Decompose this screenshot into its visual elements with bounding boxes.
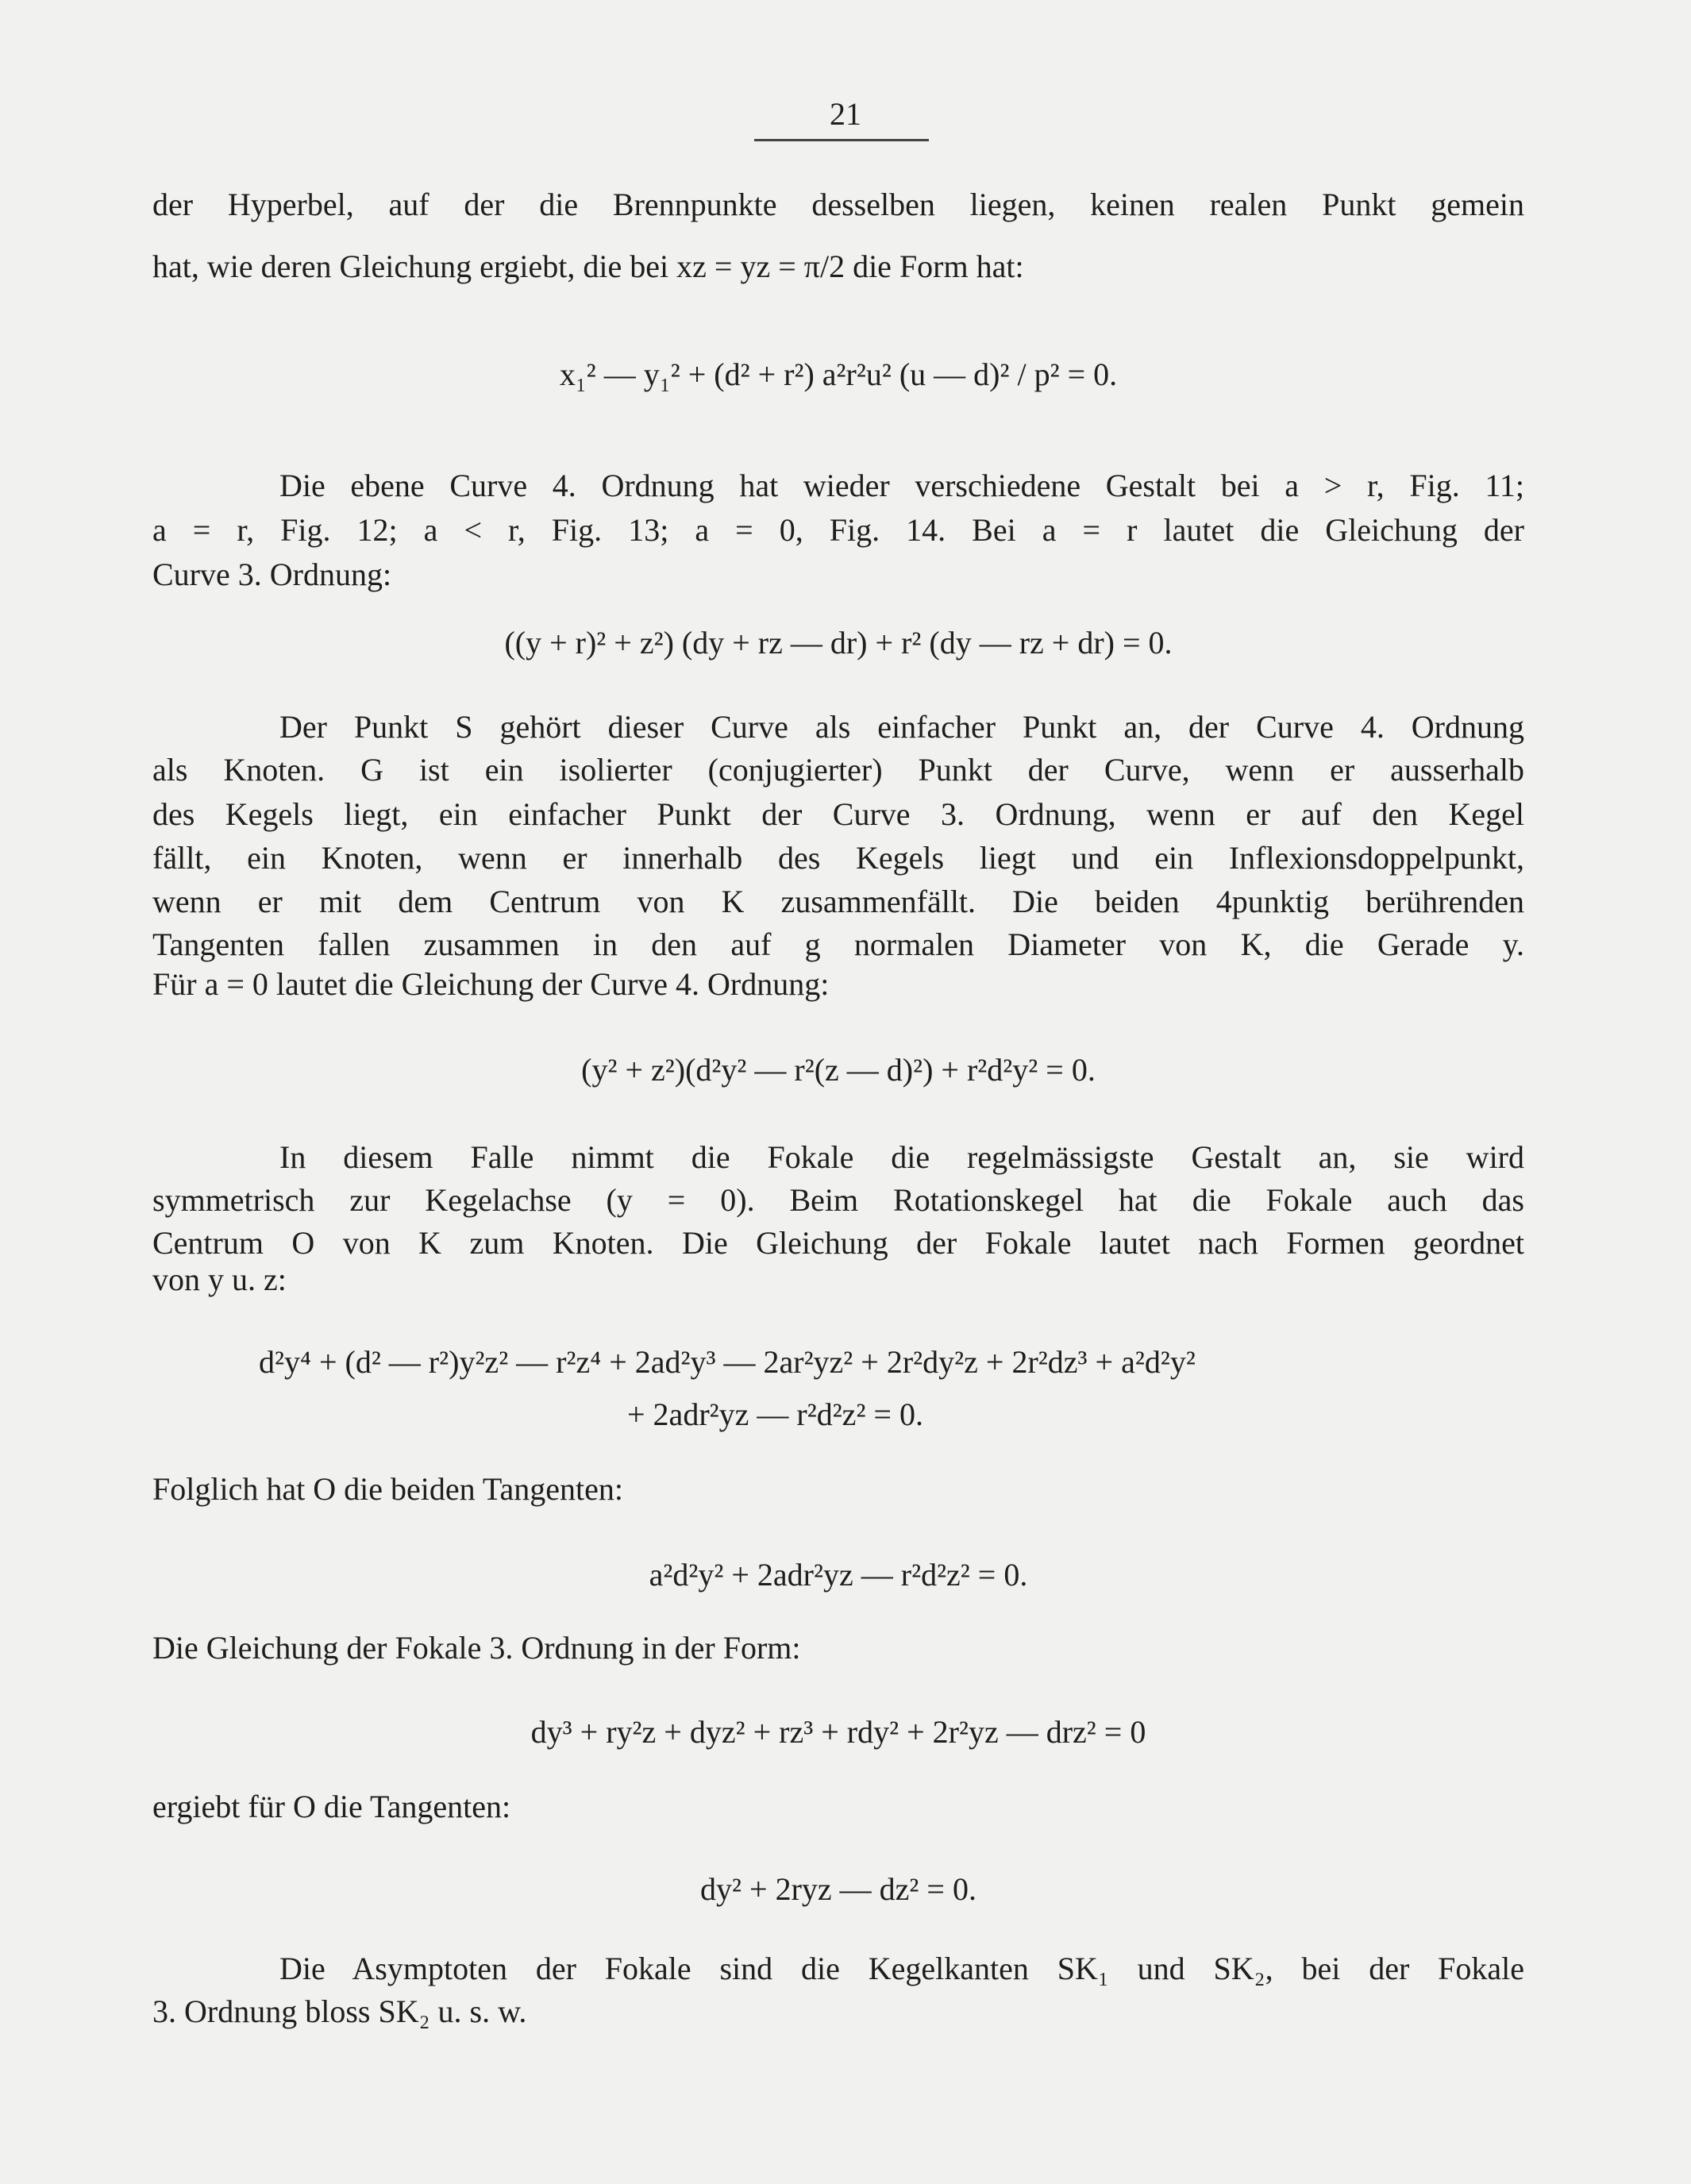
text-line: 3. Ordnung bloss SK₂ u. s. w.	[152, 1993, 527, 2029]
text-line: Curve 3. Ordnung:	[152, 557, 392, 592]
text-line: der Hyperbel, auf der die Brennpunkte desselben liegen, keinen realen Punkt gemein	[152, 187, 1524, 222]
equation: d²y⁴ + (d² — r²)y²z² — r²z⁴ + 2ad²y³ — 2ar²yz² + 2r²dy²z + 2r²dz³ + a²d²y²	[259, 1344, 1196, 1380]
equation: dy³ + ry²z + dyz² + rz³ + rdy² + 2r²yz — drz² = 0	[530, 1714, 1146, 1750]
text-line: symmetrisch zur Kegelachse (y = 0). Beim Rotationskegel hat die Fokale auch das	[152, 1182, 1524, 1218]
text-line: ergiebt für O die Tangenten:	[152, 1789, 511, 1824]
text-line: von y u. z:	[152, 1261, 287, 1297]
equation: a²d²y² + 2adr²yz — r²d²z² = 0.	[649, 1557, 1028, 1593]
equation: + 2adr²yz — r²d²z² = 0.	[627, 1396, 923, 1432]
text-line: fällt, ein Knoten, wenn er innerhalb des Kegels liegt und ein Inflexionsdoppelpunkt,	[152, 840, 1524, 876]
page-number: 21	[830, 96, 861, 132]
text-line: als Knoten. G ist ein isolierter (conjugierter) Punkt der Curve, wenn er ausserhalb	[152, 752, 1524, 788]
page-number-rule	[754, 139, 929, 141]
text-line: Der Punkt S gehört dieser Curve als einfacher Punkt an, der Curve 4. Ordnung	[279, 709, 1524, 745]
equation: dy² + 2ryz — dz² = 0.	[700, 1871, 976, 1907]
text-line: hat, wie deren Gleichung ergiebt, die bei xz = yz = π/2 die Form hat:	[152, 248, 1024, 284]
text-line: wenn er mit dem Centrum von K zusammenfällt. Die beiden 4punktig berührenden	[152, 884, 1524, 919]
equation: x₁² — y₁² + (d² + r²) a²r²u² (u — d)² / p² = 0.	[559, 356, 1118, 392]
text-line: Tangenten fallen zusammen in den auf g normalen Diameter von K, die Gerade y.	[152, 926, 1524, 962]
text-line: Folglich hat O die beiden Tangenten:	[152, 1471, 623, 1507]
text-line: a = r, Fig. 12; a < r, Fig. 13; a = 0, Fig. 14. Bei a = r lautet die Gleichung der	[152, 512, 1524, 548]
text-line: des Kegels liegt, ein einfacher Punkt der Curve 3. Ordnung, wenn er auf den Kegel	[152, 796, 1524, 832]
text-line: Die Gleichung der Fokale 3. Ordnung in der Form:	[152, 1630, 801, 1666]
equation: (y² + z²)(d²y² — r²(z — d)²) + r²d²y² = 0.	[581, 1052, 1096, 1088]
text-line: Für a = 0 lautet die Gleichung der Curve 4. Ordnung:	[152, 966, 830, 1002]
text-line: Centrum O von K zum Knoten. Die Gleichung der Fokale lautet nach Formen geordnet	[152, 1225, 1524, 1261]
equation: ((y + r)² + z²) (dy + rz — dr) + r² (dy — rz + dr) = 0.	[504, 625, 1173, 661]
text-line: Die Asymptoten der Fokale sind die Kegelkanten SK₁ und SK₂, bei der Fokale	[279, 1951, 1524, 1986]
text-line: Die ebene Curve 4. Ordnung hat wieder verschiedene Gestalt bei a > r, Fig. 11;	[279, 468, 1524, 503]
text-line: In diesem Falle nimmt die Fokale die regelmässigste Gestalt an, sie wird	[279, 1139, 1524, 1175]
